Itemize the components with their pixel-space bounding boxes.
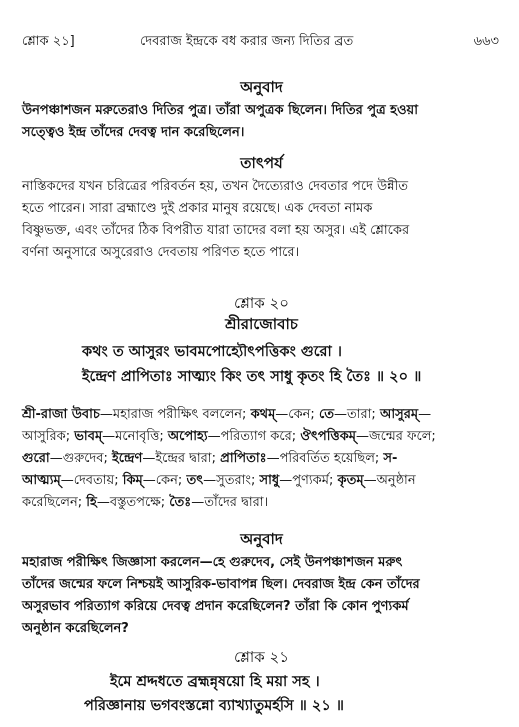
text-line: মহারাজ পরীক্ষিৎ জিজ্ঞাসা করলেন—হে গুরুদেব, সেই উনপঞ্চাশজন মরুৎ — [22, 555, 403, 570]
verse-21-line-1: ইমে শ্রদ্দধতে ব্রহ্মন্নৃষয়ো হি ময়া সহ । — [110, 674, 320, 690]
verse-20-line-1: কথং ত আসুরং ভাবমপোহ্যৌৎপত্তিকং গুরো । — [82, 344, 342, 360]
text-line: উনপঞ্চাশজন মরুতেরাও দিতির পুত্র। তাঁরা অপুত্রক ছিলেন। দিতির পুত্র হওয়া — [22, 103, 418, 118]
translation-heading-1: অনুবাদ — [240, 78, 283, 96]
text-line: নাস্তিকদের যখন চরিত্রের পরিবর্তন হয়, তখন দৈত্যেরাও দেবতার পদে উন্নীত — [22, 179, 409, 194]
synonym-line: করেছিলেন; হি—বস্তুতপক্ষে; তৈঃ—তাঁদের দ্বারা। — [22, 495, 269, 510]
verse-21-heading: শ্লোক ২১ — [234, 648, 289, 666]
verse-20-line-2: ইন্দ্রেণ প্রাপিতাঃ সাত্ম্যং কিং তৎ সাধু কৃতং হি তৈঃ ॥ ২০ ॥ — [82, 369, 422, 385]
purport-paragraph — [22, 176, 501, 264]
synonyms-paragraph — [22, 404, 501, 514]
text-line: অসুরভাব পরিত্যাগ করিয়ে দেবত্ব প্রদান করেছিলেন? তাঁরা কি কোন পুণ্যকর্ম — [22, 599, 409, 614]
synonym-line: আত্ম্যম্—দেবতায়; কিম্—কেন; তৎ—সুতরাং; সাধু—পুণ্যকর্ম; কৃতম্—অনুষ্ঠান — [22, 473, 416, 488]
synonym-line: শ্রী-রাজা উবাচ—মহারাজ পরীক্ষিৎ বললেন; কথম্—কেন; তে—তারা; আসুরম্— — [22, 407, 432, 422]
translation-paragraph-2 — [22, 552, 501, 640]
text-line: অনুষ্ঠান করেছিলেন? — [22, 621, 129, 636]
purport-heading: তাৎপর্য — [240, 154, 283, 172]
header-chapter-title: দেবরাজ ইন্দ্রকে বধ করার জন্য দিতির ব্রত — [140, 34, 354, 49]
verse-21-line-2: পরিজ্ঞানায় ভগবংস্তন্নো ব্যাখ্যাতুমর্হসি ॥ ২১ ॥ — [84, 698, 344, 714]
verse-20-speaker: শ্রীরাজোবাচ — [225, 315, 298, 333]
header-verse-ref: শ্লোক ২১] — [22, 34, 75, 49]
page-number: ৬৬৩ — [473, 34, 499, 49]
translation-paragraph-1 — [22, 100, 501, 144]
verse-20-heading: শ্লোক ২০ — [234, 294, 289, 312]
synonym-line: আসুরিক; ভাবম্—মনোবৃত্তি; অপোহ্য—পরিত্যাগ করে; ঔৎপত্তিকম্—জন্মের ফলে; — [22, 429, 436, 444]
translation-heading-2: অনুবাদ — [240, 530, 283, 548]
synonym-line: গুরো—গুরুদেব; ইন্দ্রেণ—ইন্দ্রের দ্বারা; প্রাপিতাঃ—পরিবর্তিত হয়েছিল; স- — [22, 451, 398, 466]
text-line: বর্ণনা অনুসারে অসুরেরাও দেবতায় পরিণত হতে পারে। — [22, 245, 300, 260]
text-line: তাঁদের জন্মের ফলে নিশ্চয়ই আসুরিক-ভাবাপন্ন ছিল। দেবরাজ ইন্দ্র কেন তাঁদের — [22, 577, 420, 592]
text-line: হতে পারেন। সারা ব্রহ্মাণ্ডে দুই প্রকার মানুষ রয়েছে। এক দেবতা নামক — [22, 201, 373, 216]
text-line: সত্ত্বেও ইন্দ্র তাঁদের দেবত্ব দান করেছিলেন। — [22, 125, 245, 140]
text-line: বিষ্ণুভক্ত, এবং তাঁদের ঠিক বিপরীত যারা তাদের বলা হয় অসুর। এই শ্লোকের — [22, 223, 410, 238]
running-header — [22, 32, 499, 54]
